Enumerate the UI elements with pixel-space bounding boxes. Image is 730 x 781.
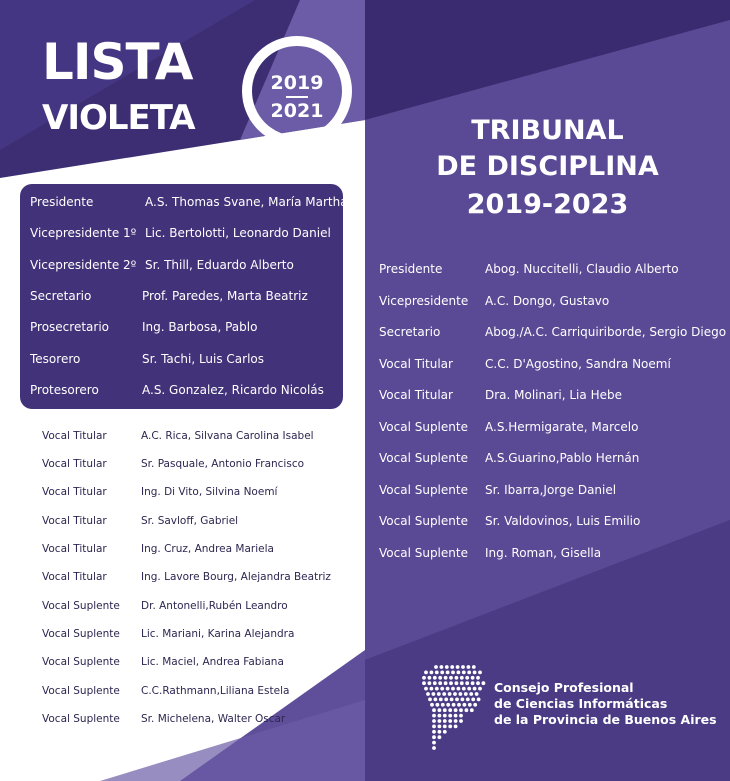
title-violeta: VIOLETA bbox=[42, 98, 195, 138]
logo-dot bbox=[466, 698, 470, 702]
logo-dot bbox=[428, 681, 432, 685]
tribunal-role: Vocal Suplente bbox=[379, 420, 468, 434]
board-name: A.S. Thomas Svane, María Martha bbox=[145, 195, 348, 209]
vocal-role: Vocal Suplente bbox=[42, 600, 120, 612]
logo-dot bbox=[433, 676, 437, 680]
logo-dot bbox=[448, 719, 452, 723]
logo-dot bbox=[432, 730, 436, 734]
board-role: Protesorero bbox=[30, 383, 99, 397]
logo-dot bbox=[451, 671, 455, 675]
logo-dot bbox=[444, 698, 448, 702]
logo-dot bbox=[436, 703, 440, 707]
board-name: A.S. Gonzalez, Ricardo Nicolás bbox=[142, 383, 324, 397]
tribunal-title-line1: TRIBUNAL bbox=[471, 115, 624, 146]
logo-dot bbox=[426, 692, 430, 696]
logo-dot bbox=[459, 719, 463, 723]
tribunal-role: Vocal Suplente bbox=[379, 546, 468, 560]
logo-dot bbox=[450, 665, 454, 669]
vocal-row bbox=[42, 515, 239, 527]
logo-dot bbox=[434, 698, 438, 702]
tribunal-name: Abog./A.C. Carriquiriborde, Sergio Diego bbox=[485, 325, 727, 339]
logo-dot bbox=[445, 665, 449, 669]
tribunal-row bbox=[379, 483, 617, 497]
tribunal-row bbox=[379, 420, 639, 434]
logo-dot bbox=[430, 671, 434, 675]
logo-dot bbox=[460, 681, 464, 685]
tribunal-role: Secretario bbox=[379, 325, 441, 339]
board-role: Vicepresidente 2º bbox=[30, 258, 137, 272]
board-name: Sr. Thill, Eduardo Alberto bbox=[145, 258, 294, 272]
logo-dot bbox=[449, 676, 453, 680]
vocal-row bbox=[42, 628, 295, 640]
logo-dot bbox=[434, 665, 438, 669]
period-end: 2021 bbox=[270, 100, 324, 122]
logo-dot bbox=[476, 681, 480, 685]
logo-dot bbox=[452, 703, 456, 707]
logo-dot bbox=[472, 665, 476, 669]
buenos-aires-dotted-map-icon bbox=[420, 662, 488, 752]
logo-dot bbox=[440, 687, 444, 691]
logo-dot bbox=[457, 703, 461, 707]
vocal-row bbox=[42, 600, 288, 612]
vocal-name: Sr. Michelena, Walter Oscar bbox=[141, 713, 286, 725]
logo-dot bbox=[432, 692, 436, 696]
vocal-name: A.C. Rica, Silvana Carolina Isabel bbox=[141, 430, 314, 442]
vocal-name: C.C.Rathmann,Liliana Estela bbox=[141, 685, 290, 697]
logo-dot bbox=[430, 703, 434, 707]
vocal-row bbox=[42, 430, 314, 442]
vocal-name: Ing. Cruz, Andrea Mariela bbox=[141, 543, 274, 555]
logo-dot bbox=[473, 703, 477, 707]
logo-dot bbox=[455, 681, 459, 685]
logo-dot bbox=[465, 676, 469, 680]
logo-dot bbox=[443, 719, 447, 723]
logo-dot bbox=[438, 708, 442, 712]
tribunal-row bbox=[379, 262, 679, 276]
board-role: Prosecretario bbox=[30, 320, 109, 334]
logo-dot bbox=[435, 671, 439, 675]
tribunal-role: Vicepresidente bbox=[379, 294, 469, 308]
board-name: Lic. Bertolotti, Leonardo Daniel bbox=[145, 226, 331, 240]
vocal-role: Vocal Titular bbox=[42, 543, 107, 555]
vocal-name: Dr. Antonelli,Rubén Leandro bbox=[141, 600, 288, 612]
logo-dot bbox=[477, 698, 481, 702]
logo-dot bbox=[438, 676, 442, 680]
board-role: Vicepresidente 1º bbox=[30, 226, 137, 240]
board-role: Secretario bbox=[30, 289, 92, 303]
board-box bbox=[20, 184, 348, 409]
logo-dot bbox=[456, 665, 460, 669]
vocal-name: Ing. Lavore Bourg, Alejandra Beatriz bbox=[141, 571, 331, 583]
vocal-row bbox=[42, 713, 286, 725]
tribunal-row bbox=[379, 388, 622, 402]
logo-dot bbox=[462, 671, 466, 675]
logo-dot bbox=[450, 698, 454, 702]
tribunal-row bbox=[379, 294, 610, 308]
logo-dot bbox=[453, 692, 457, 696]
logo-dot bbox=[443, 708, 447, 712]
org-name-line1: Consejo Profesional bbox=[494, 680, 634, 695]
logo-dot bbox=[467, 665, 471, 669]
tribunal-role: Vocal Suplente bbox=[379, 483, 468, 497]
logo-dot bbox=[437, 692, 441, 696]
logo-dot bbox=[428, 698, 432, 702]
logo-dot bbox=[482, 681, 486, 685]
vocal-row bbox=[42, 543, 274, 555]
logo-dot bbox=[451, 687, 455, 691]
logo-dot bbox=[470, 708, 474, 712]
logo-dot bbox=[435, 687, 439, 691]
logo-dot bbox=[432, 708, 436, 712]
logo-dot bbox=[471, 676, 475, 680]
logo-dot bbox=[473, 671, 477, 675]
logo-dot bbox=[457, 671, 461, 675]
logo-dot bbox=[462, 687, 466, 691]
logo-dot bbox=[438, 735, 442, 739]
tribunal-name: Sr. Ibarra,Jorge Daniel bbox=[485, 483, 617, 497]
logo-dot bbox=[454, 708, 458, 712]
logo-dot bbox=[459, 692, 463, 696]
logo-dot bbox=[438, 730, 442, 734]
logo-dot bbox=[454, 719, 458, 723]
tribunal-name: Sr. Valdovinos, Luis Emilio bbox=[485, 514, 641, 528]
logo-dot bbox=[430, 687, 434, 691]
board-name: Sr. Tachi, Luis Carlos bbox=[142, 352, 265, 366]
logo-dot bbox=[461, 698, 465, 702]
vocal-role: Vocal Titular bbox=[42, 486, 107, 498]
vocal-row bbox=[42, 656, 284, 668]
logo-dot bbox=[424, 687, 428, 691]
logo-dot bbox=[444, 681, 448, 685]
tribunal-row bbox=[379, 357, 671, 371]
vocal-role: Vocal Suplente bbox=[42, 628, 120, 640]
logo-dot bbox=[441, 703, 445, 707]
logo-dot bbox=[443, 714, 447, 718]
logo-dot bbox=[422, 681, 426, 685]
logo-dot bbox=[440, 671, 444, 675]
board-role: Tesorero bbox=[30, 352, 81, 366]
logo-dot bbox=[428, 676, 432, 680]
logo-dot bbox=[438, 714, 442, 718]
tribunal-role: Vocal Titular bbox=[379, 357, 453, 371]
vocal-name: Lic. Mariani, Karina Alejandra bbox=[141, 628, 295, 640]
logo-dot bbox=[449, 681, 453, 685]
logo-dot bbox=[465, 708, 469, 712]
logo-dot bbox=[464, 692, 468, 696]
vocal-name: Ing. Di Vito, Silvina Noemí bbox=[141, 486, 278, 498]
logo-dot bbox=[446, 671, 450, 675]
logo-dot bbox=[448, 708, 452, 712]
logo-dot bbox=[433, 681, 437, 685]
tribunal-role: Vocal Suplente bbox=[379, 514, 468, 528]
logo-dot bbox=[432, 725, 436, 729]
logo-dot bbox=[432, 714, 436, 718]
tribunal-row bbox=[379, 546, 602, 560]
board-name: Ing. Barbosa, Pablo bbox=[142, 320, 258, 334]
period-divider bbox=[286, 96, 308, 98]
logo-dot bbox=[473, 687, 477, 691]
logo-dot bbox=[463, 703, 467, 707]
logo-dot bbox=[443, 725, 447, 729]
tribunal-row bbox=[379, 325, 727, 339]
logo-dot bbox=[448, 725, 452, 729]
board-role: Presidente bbox=[30, 195, 94, 209]
tribunal-row bbox=[379, 451, 640, 465]
org-name-line3: de la Provincia de Buenos Aires bbox=[494, 712, 717, 727]
logo-dot bbox=[446, 703, 450, 707]
tribunal-name: C.C. D'Agostino, Sandra Noemí bbox=[485, 357, 671, 371]
tribunal-role: Vocal Titular bbox=[379, 388, 453, 402]
vocal-row bbox=[42, 486, 278, 498]
tribunal-row bbox=[379, 514, 641, 528]
logo-dot bbox=[424, 671, 428, 675]
logo-dot bbox=[475, 692, 479, 696]
logo-dot bbox=[448, 714, 452, 718]
vocal-role: Vocal Suplente bbox=[42, 656, 120, 668]
logo-dot bbox=[432, 746, 436, 750]
logo-dot bbox=[446, 687, 450, 691]
vocal-role: Vocal Titular bbox=[42, 571, 107, 583]
logo-dot bbox=[442, 692, 446, 696]
logo-dot bbox=[460, 676, 464, 680]
vocal-row bbox=[42, 458, 305, 470]
logo-dot bbox=[455, 698, 459, 702]
tribunal-name: A.C. Dongo, Gustavo bbox=[485, 294, 610, 308]
org-name-line2: de Ciencias Informáticas bbox=[494, 696, 668, 711]
logo-dot bbox=[469, 692, 473, 696]
vocal-row bbox=[42, 685, 290, 697]
logo-dot bbox=[471, 681, 475, 685]
vocal-name: Sr. Pasquale, Antonio Francisco bbox=[141, 458, 305, 470]
logo-dot bbox=[440, 665, 444, 669]
vocal-name: Lic. Maciel, Andrea Fabiana bbox=[141, 656, 284, 668]
logo-dot bbox=[476, 676, 480, 680]
logo-dot bbox=[478, 687, 482, 691]
period-start: 2019 bbox=[270, 72, 324, 94]
logo-dot bbox=[471, 698, 475, 702]
title-lista: LISTA bbox=[42, 33, 193, 91]
logo-dot bbox=[457, 687, 461, 691]
logo-dot bbox=[438, 719, 442, 723]
period-badge bbox=[242, 36, 352, 146]
logo-dot bbox=[468, 703, 472, 707]
vocal-role: Vocal Titular bbox=[42, 458, 107, 470]
logo-dot bbox=[432, 741, 436, 745]
logo-dot bbox=[454, 714, 458, 718]
logo-dot bbox=[454, 725, 458, 729]
tribunal-name: A.S.Hermigarate, Marcelo bbox=[485, 420, 639, 434]
logo-dot bbox=[432, 735, 436, 739]
logo-dot bbox=[455, 676, 459, 680]
tribunal-name: A.S.Guarino,Pablo Hernán bbox=[485, 451, 640, 465]
tribunal-period: 2019-2023 bbox=[466, 189, 629, 220]
tribunal-name: Ing. Roman, Gisella bbox=[485, 546, 602, 560]
vocal-role: Vocal Suplente bbox=[42, 685, 120, 697]
logo-dot bbox=[422, 676, 426, 680]
vocal-role: Vocal Suplente bbox=[42, 713, 120, 725]
board-name: Prof. Paredes, Marta Beatriz bbox=[142, 289, 308, 303]
logo-dot bbox=[467, 687, 471, 691]
logo-dot bbox=[478, 671, 482, 675]
logo-dot bbox=[459, 714, 463, 718]
vocal-role: Vocal Titular bbox=[42, 515, 107, 527]
logo-dot bbox=[461, 665, 465, 669]
tribunal-title-line2: DE DISCIPLINA bbox=[436, 151, 659, 182]
logo-dot bbox=[459, 708, 463, 712]
logo-dot bbox=[448, 692, 452, 696]
tribunal-name: Abog. Nuccitelli, Claudio Alberto bbox=[485, 262, 679, 276]
logo-dot bbox=[465, 681, 469, 685]
vocal-role: Vocal Titular bbox=[42, 430, 107, 442]
logo-dot bbox=[444, 676, 448, 680]
logo-dot bbox=[467, 671, 471, 675]
logo-dot bbox=[439, 698, 443, 702]
tribunal-name: Dra. Molinari, Lia Hebe bbox=[485, 388, 622, 402]
vocal-row bbox=[42, 571, 331, 583]
tribunal-role: Presidente bbox=[379, 262, 443, 276]
logo-dot bbox=[438, 725, 442, 729]
logo-dot bbox=[443, 730, 447, 734]
logo-dot bbox=[432, 719, 436, 723]
vocal-name: Sr. Savloff, Gabriel bbox=[141, 515, 239, 527]
logo-dot bbox=[438, 681, 442, 685]
tribunal-role: Vocal Suplente bbox=[379, 451, 468, 465]
